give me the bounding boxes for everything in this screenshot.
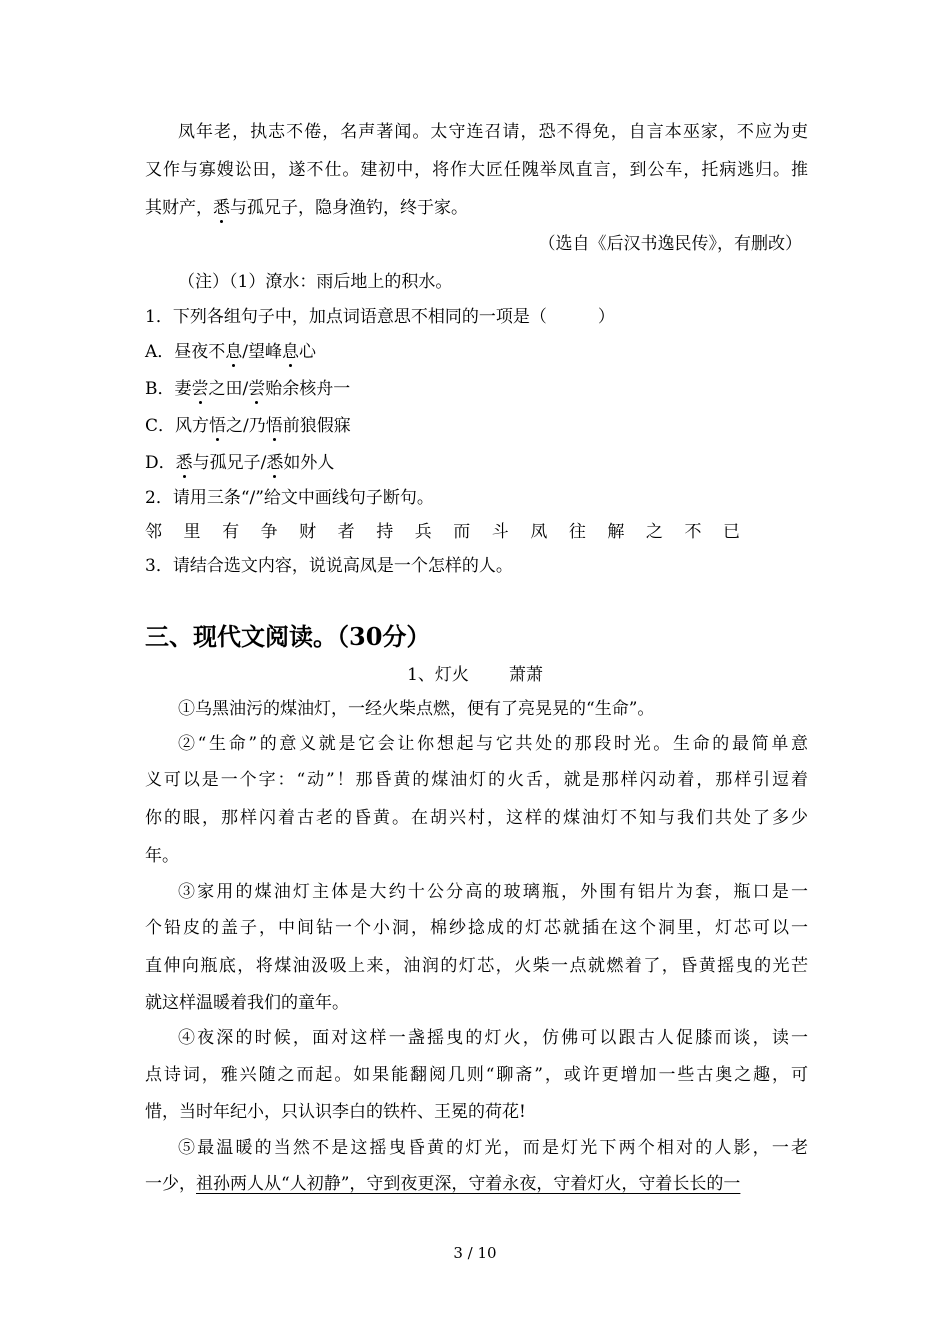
underlined-sentence: 祖孙两人从“人初静”，守到夜更深，守着永夜，守着灯火，守着长长的一	[196, 1174, 741, 1194]
sentence-to-punctuate	[145, 520, 740, 544]
option-text: 贻余核舟一	[265, 379, 351, 399]
sentence-char: 里	[183, 522, 201, 542]
essay-paragraph-5-line-1: ⑤最温暖的当然不是这摇曳昏黄的灯光，而是灯光下两个相对的人影，一老	[178, 1138, 808, 1158]
question-2: 2．请用三条“/”给文中画线句子断句。	[145, 488, 434, 508]
essay-paragraph-3-line-1: ③家用的煤油灯主体是大约十公分高的玻璃瓶，外围有铝片为套，瓶口是一	[178, 882, 808, 902]
sentence-char: 兵	[414, 522, 432, 542]
dotted-word: 尝	[191, 379, 209, 399]
option-text: A．昼夜不	[145, 342, 226, 362]
essay-paragraph-2-line-1: ②“生命”的意义就是它会让你想起与它共处的那段时光。生命的最简单意	[178, 734, 808, 754]
passage-line-1: 凤年老，执志不倦，名声著闻。太守连召请，恐不得免，自言本巫家，不应为吏	[178, 122, 808, 142]
dotted-word: 悉	[175, 453, 193, 473]
essay-paragraph-2-line-4: 年。	[145, 846, 179, 866]
dotted-word: 悟	[265, 416, 283, 436]
option-text: D．	[145, 453, 176, 473]
essay-paragraph-3-line-3: 直伸向瓶底，将煤油汲吸上来，油润的灯芯，火柴一点就燃着了，昏黄摇曳的光芒	[145, 956, 808, 976]
sentence-char: 争	[260, 522, 278, 542]
sentence-char: 邻	[145, 522, 162, 542]
essay-paragraph-1: ①乌黑油污的煤油灯，一经火柴点燃，便有了亮晃晃的“生命”。	[178, 699, 655, 719]
option-d	[145, 451, 334, 475]
essay-paragraph-4-line-2: 点诗词，雅兴随之而起。如果能翻阅几则“聊斋”，或许更增加一些古奥之趣，可	[145, 1065, 808, 1085]
essay-title-text: 1、灯火	[407, 665, 469, 685]
essay-paragraph-3-line-2: 个铅皮的盖子，中间钻一个小洞，棉纱捻成的灯芯就插在这个洞里，灯芯可以一	[145, 918, 808, 938]
dotted-word: 悉	[213, 198, 230, 218]
essay-title	[0, 663, 950, 687]
option-b	[145, 377, 350, 401]
passage-text: 与孤兄子，隐身渔钓，终于家。	[230, 198, 468, 218]
annotation-note: （注）（1）潦水：雨后地上的积水。	[178, 272, 453, 292]
option-text: 之/乃	[226, 416, 266, 436]
option-a	[145, 340, 316, 364]
option-text: C．风方	[145, 416, 210, 436]
sentence-char: 而	[453, 522, 471, 542]
dotted-word: 悉	[266, 453, 284, 473]
essay-text: 一少，	[145, 1174, 196, 1194]
sentence-char: 有	[222, 522, 240, 542]
sentence-char: 解	[607, 522, 625, 542]
sentence-char: 财	[299, 522, 317, 542]
sentence-char: 之	[645, 522, 663, 542]
dotted-word: 息	[282, 342, 300, 362]
essay-paragraph-4-line-3: 惜，当时年纪小，只认识李白的铁杵、王冕的荷花!	[145, 1102, 526, 1122]
essay-author: 萧萧	[508, 665, 543, 685]
essay-paragraph-5-line-2	[145, 1172, 740, 1196]
passage-line-3	[145, 196, 468, 220]
sentence-char: 不	[684, 522, 702, 542]
essay-paragraph-4-line-1: ④夜深的时候，面对这样一盏摇曳的灯火，仿佛可以跟古人促膝而谈，读一	[178, 1028, 808, 1048]
option-text: 如外人	[283, 453, 335, 473]
option-text: /望峰	[242, 342, 283, 362]
dotted-word: 悟	[209, 416, 227, 436]
essay-paragraph-2-line-3: 你的眼，那样闪着古老的昏黄。在胡兴村，这样的煤油灯不知与我们共处了多少	[145, 808, 808, 828]
essay-paragraph-2-line-2: 义可以是一个字：“动”！那昏黄的煤油灯的火舌，就是那样闪动着，那样引逗着	[145, 770, 808, 790]
passage-line-2: 又作与寡嫂讼田，遂不仕。建初中，将作大匠任隗举凤直言，到公车，托病逃归。推	[145, 160, 808, 180]
option-text: 前狼假寐	[282, 416, 351, 436]
page-number: 3 / 10	[453, 1244, 497, 1262]
option-c	[145, 414, 351, 438]
sentence-char: 斗	[491, 522, 509, 542]
sentence-char: 往	[568, 522, 586, 542]
question-1: 1．下列各组句子中，加点词语意思不相同的一项是（ ）	[145, 307, 615, 327]
dotted-word: 尝	[248, 379, 266, 399]
option-text: B．妻	[145, 379, 192, 399]
option-text: 与孤兄子/	[192, 453, 267, 473]
question-3: 3．请结合选文内容，说说高凤是一个怎样的人。	[145, 556, 513, 576]
essay-paragraph-3-line-4: 就这样温暖着我们的童年。	[145, 993, 349, 1013]
dotted-word: 息	[225, 342, 243, 362]
option-text: 心	[299, 342, 317, 362]
sentence-char: 持	[376, 522, 394, 542]
option-text: 之田/	[208, 379, 249, 399]
passage-text: 其财产，	[145, 198, 213, 218]
sentence-char: 凤	[530, 522, 548, 542]
section-heading: 三、现代文阅读。（30分）	[145, 622, 431, 651]
source-citation: （选自《后汉书逸民传》，有删改）	[538, 234, 802, 254]
sentence-char: 者	[337, 522, 355, 542]
sentence-char: 已	[722, 522, 740, 542]
